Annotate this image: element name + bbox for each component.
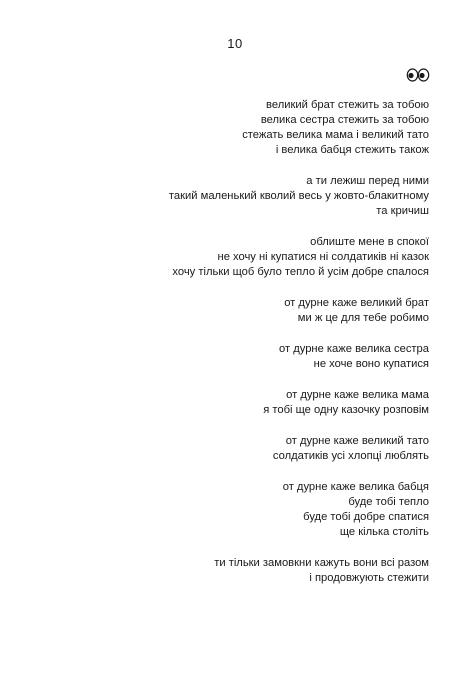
poem-line: от дурне каже великий брат (284, 297, 429, 309)
stanza (69, 98, 429, 158)
stanza (69, 480, 429, 540)
page-number: 10 (227, 36, 243, 51)
stanza (69, 235, 429, 280)
stanza (69, 556, 429, 586)
poem-line: а ти лежиш перед ними (306, 175, 429, 187)
poem-line: ми ж це для тебе робимо (297, 312, 429, 324)
poem-line: і велика бабця стежить також (275, 144, 429, 156)
poem-line: хочу тільки щоб було тепло й усім добре спалося (172, 266, 429, 278)
poem-line: буде тобі добре спатися (303, 511, 429, 523)
poem-line: от дурне каже велика сестра (278, 343, 429, 355)
poem-line: от дурне каже велика бабця (282, 481, 429, 493)
poem-line: от дурне каже велика мама (286, 389, 429, 401)
poem (69, 98, 429, 602)
poem-line: я тобі ще одну казочку розповім (263, 404, 429, 416)
stanza (69, 388, 429, 418)
poem-line: буде тобі тепло (348, 496, 429, 508)
poem-line: і продовжують стежити (309, 572, 429, 584)
poem-line: не хочу ні купатися ні солдатиків ні казок (217, 251, 429, 263)
poem-line: такий маленький кволий весь у жовто-блакитному (168, 190, 429, 202)
poem-line: ти тільки замовкни кажуть вони всі разом (214, 557, 429, 569)
poem-line: не хоче воно купатися (313, 358, 429, 370)
stanza (69, 296, 429, 326)
poem-line: велика сестра стежить за тобою (260, 114, 429, 126)
poem-line: солдатиків усі хлопці люблять (272, 450, 429, 462)
eyes-icon (406, 68, 430, 82)
poem-line: от дурне каже великий тато (285, 435, 429, 447)
poem-line: великий брат стежить за тобою (266, 99, 429, 111)
stanza (69, 342, 429, 372)
poem-line: ще кілька століть (339, 526, 429, 538)
poem-line: стежать велика мама і великий тато (242, 129, 429, 141)
poem-line: облиште мене в спокої (310, 236, 429, 248)
stanza (69, 434, 429, 464)
stanza (69, 174, 429, 219)
poem-line: та кричиш (376, 205, 429, 217)
